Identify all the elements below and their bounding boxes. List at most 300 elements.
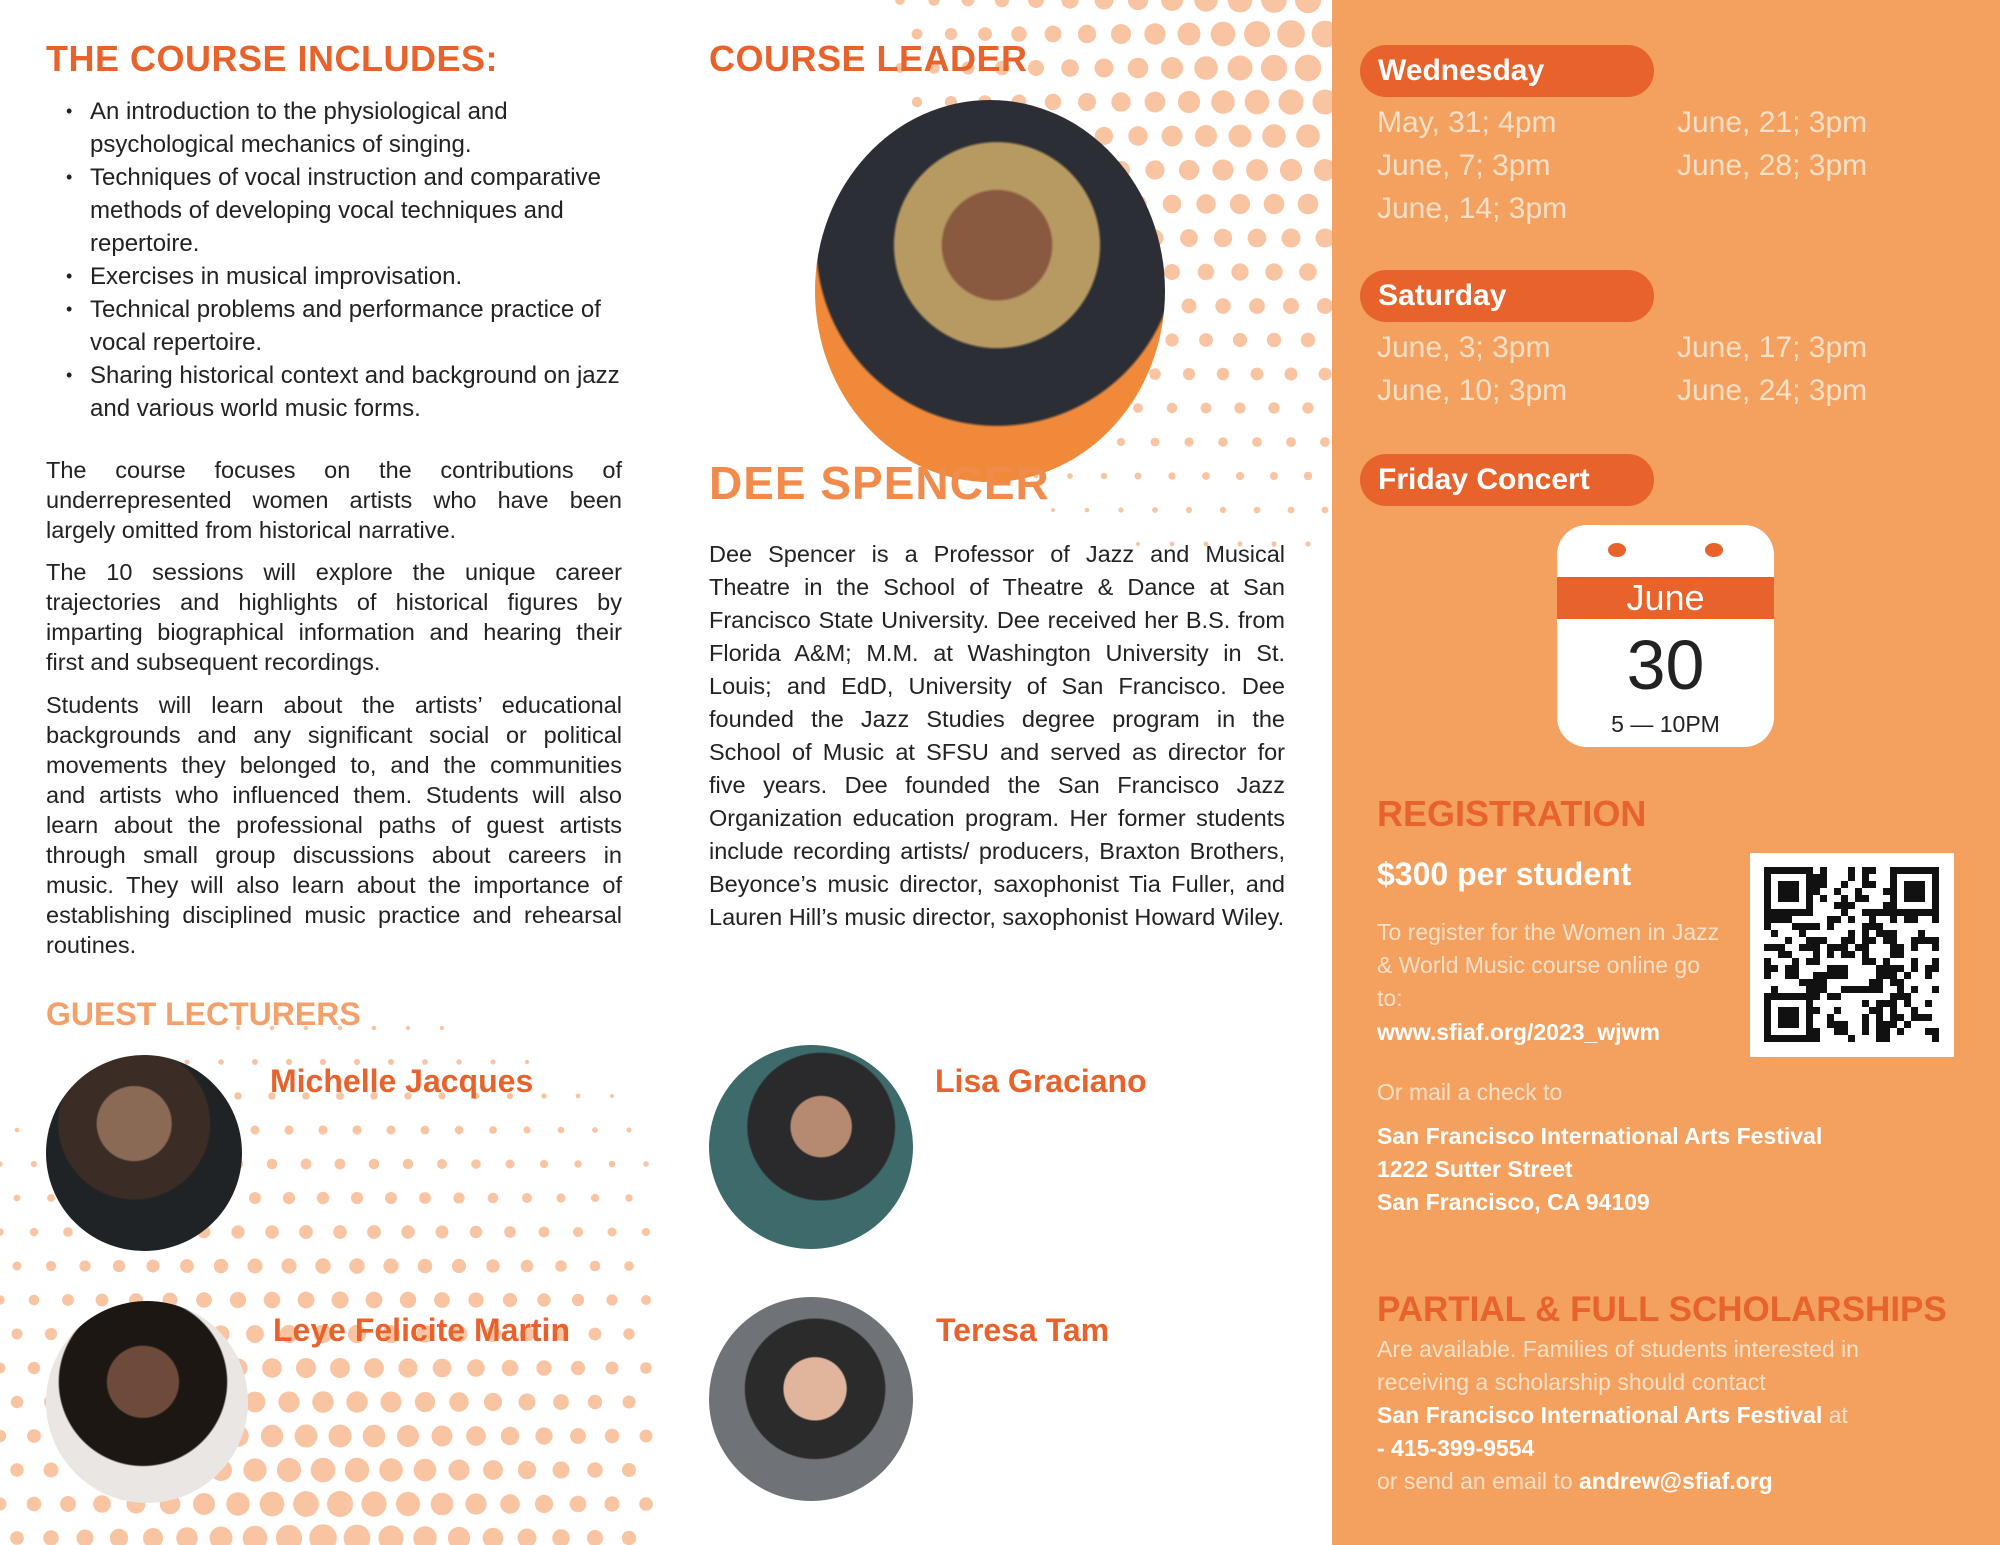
saturday-date: June, 3; 3pm [1377,331,1551,364]
qr-module [1813,944,1820,951]
qr-module [1806,1014,1813,1021]
halftone-dot [180,1259,194,1273]
qr-module [1834,916,1841,923]
halftone-dot [351,1192,363,1204]
halftone-dot [27,1429,41,1443]
wednesday-date: June, 7; 3pm [1377,149,1551,182]
halftone-dot [1167,403,1177,413]
halftone-dot [60,1496,76,1512]
qr-module [1932,1035,1939,1042]
list-item: • Techniques of vocal instruction and comparative methods of developing vocal techniques and repertoire. [62,161,632,260]
qr-module [1792,895,1799,902]
halftone-dot [1128,126,1147,145]
mail-check-text: Or mail a check to [1377,1079,1563,1105]
qr-module [1806,993,1813,1000]
qr-module [1932,867,1939,874]
list-item: • Sharing historical context and background on jazz and various world music forms. [62,359,632,425]
qr-module [1883,972,1890,979]
qr-module [1869,1007,1876,1014]
qr-module [1876,1028,1883,1035]
qr-module [1778,916,1785,923]
halftone-dot [606,1294,617,1305]
qr-module [1813,986,1820,993]
halftone-dot [246,1325,264,1343]
qr-module [1827,965,1834,972]
halftone-dot [574,1160,581,1167]
qr-module [1904,888,1911,895]
qr-module [1764,867,1771,874]
halftone-dot [1051,508,1055,512]
list-item: • An introduction to the physiological and psychological mechanics of singing. [62,95,632,161]
qr-module [1911,958,1918,965]
qr-module [1792,972,1799,979]
qr-module [1932,965,1939,972]
qr-module [1876,930,1883,937]
halftone-dot [471,1159,481,1169]
halftone-dot [535,1495,553,1513]
qr-module [1806,937,1813,944]
qr-module [1834,1007,1841,1014]
qr-module [1848,1035,1855,1042]
qr-module [1764,888,1771,895]
halftone-dot [1128,0,1148,10]
halftone-dot [1278,89,1303,114]
halftone-dot [1298,194,1319,215]
calendar-ring-icon [1608,543,1626,557]
halftone-dot [1045,94,1061,110]
halftone-dot [421,1126,430,1135]
qr-module [1890,944,1897,951]
qr-module [1932,895,1939,902]
qr-module [1890,1014,1897,1021]
halftone-dot [252,1059,258,1065]
qr-module [1841,1028,1848,1035]
qr-module [1890,979,1897,986]
halftone-dot [1228,56,1253,81]
qr-module [1771,867,1778,874]
qr-module [1806,888,1813,895]
qr-module [1869,937,1876,944]
wednesday-label: Wednesday [1360,45,1654,97]
halftone-dot [488,1193,499,1204]
qr-module [1764,1000,1771,1007]
qr-module [1848,874,1855,881]
qr-module [1911,1014,1918,1021]
halftone-dot [643,1161,649,1167]
halftone-dot [1288,507,1295,514]
qr-module [1918,909,1925,916]
qr-module [1778,867,1785,874]
halftone-dot [489,1126,497,1134]
halftone-dot [1261,55,1287,81]
qr-module [1883,1021,1890,1028]
lisa-graciano-photo [709,1045,913,1249]
halftone-dot [372,1026,377,1031]
qr-module [1792,1007,1799,1014]
list-item: • Technical problems and performance practice of vocal repertoire. [62,293,632,359]
halftone-dot [1165,333,1178,346]
halftone-dot [1305,541,1310,546]
qr-module [1862,1021,1869,1028]
halftone-dot [1295,55,1322,82]
friday-concert-label: Friday Concert [1360,454,1654,506]
halftone-dot [335,1159,346,1170]
qr-module [1785,1014,1792,1021]
guest-name-lisa-graciano: Lisa Graciano [935,1063,1147,1099]
scholarships-org: San Francisco International Arts Festival [1377,1402,1823,1428]
halftone-dot [1217,368,1230,381]
halftone-dot [77,1530,94,1545]
halftone-dot [1133,403,1143,413]
halftone-dot [414,1459,437,1482]
halftone-dot [1198,264,1215,281]
halftone-dot [1196,194,1215,213]
halftone-dot [1229,125,1252,148]
qr-module [1869,986,1876,993]
halftone-dot [383,1258,398,1273]
qr-module [1890,951,1897,958]
halftone-dot [1182,299,1197,314]
qr-module [1806,902,1813,909]
halftone-dot [277,1458,301,1482]
halftone-dot [1264,194,1285,215]
qr-module [1890,1021,1897,1028]
qr-module [1862,867,1869,874]
qr-module [1771,993,1778,1000]
halftone-dot [43,1530,58,1545]
halftone-dot [1301,333,1315,347]
qr-module [1862,986,1869,993]
halftone-dot [1194,56,1218,80]
qr-module [1820,881,1827,888]
qr-module [1862,1000,1869,1007]
qr-module [1883,1028,1890,1035]
halftone-dot [46,1261,56,1271]
halftone-dot [11,1396,23,1408]
qr-module [1813,923,1820,930]
halftone-dot [344,1525,371,1545]
qr-module [1841,986,1848,993]
qr-module [1834,972,1841,979]
qr-module [1862,881,1869,888]
halftone-dot [0,1430,6,1442]
qr-module [1827,972,1834,979]
halftone-dot [1151,438,1160,447]
halftone-dot [1236,472,1244,480]
halftone-dot [1085,508,1090,513]
halftone-dot [249,1192,261,1204]
qr-module [1841,895,1848,902]
halftone-dot [295,1425,318,1448]
qr-module [1778,881,1785,888]
halftone-dot [403,1159,413,1169]
qr-module [1918,888,1925,895]
qr-module [1813,1035,1820,1042]
address-line: San Francisco, CA 94109 [1377,1189,1650,1215]
halftone-dot [1211,90,1235,114]
qr-module [1897,944,1904,951]
qr-module [1820,986,1827,993]
halftone-dot [1117,438,1125,446]
scholarships-email[interactable]: andrew@sfiaf.org [1579,1468,1773,1494]
qr-module [1904,881,1911,888]
qr-module [1897,979,1904,986]
halftone-dot [230,1292,246,1308]
qr-module [1848,867,1855,874]
qr-module [1918,867,1925,874]
halftone-dot [361,1491,386,1516]
qr-module [1764,965,1771,972]
halftone-dot [502,1360,519,1377]
halftone-dot [592,1127,598,1133]
halftone-dot [1245,90,1270,115]
qr-module [1827,951,1834,958]
halftone-dot [311,1458,336,1483]
qr-module [1848,930,1855,937]
qr-module [1785,916,1792,923]
halftone-dot [1302,402,1313,413]
qr-module [1820,867,1827,874]
halftone-dot [352,1125,361,1134]
qr-module [1778,888,1785,895]
halftone-dot [623,1396,636,1409]
halftone-dot [1251,368,1264,381]
qr-module [1855,986,1862,993]
qr-module [1876,1021,1883,1028]
qr-module [1841,972,1848,979]
halftone-dot [346,1391,367,1412]
qr-module [1799,930,1806,937]
halftone-dot [519,1394,536,1411]
halftone-dot [610,1094,614,1098]
qr-module [1897,993,1904,1000]
qr-module [1932,909,1939,916]
qr-module [1855,895,1862,902]
halftone-dot [1282,229,1301,248]
halftone-dot [332,1292,349,1309]
qr-module [1785,895,1792,902]
halftone-dot [467,1359,485,1377]
halftone-dot [437,1159,447,1169]
qr-module [1785,972,1792,979]
halftone-dot [1319,368,1332,381]
qr-module [1932,944,1939,951]
halftone-dot [1295,0,1321,13]
halftone-dot [1249,298,1265,314]
qr-module [1806,874,1813,881]
course-focus-paragraph: The course focuses on the contributions of underrepresented women artists who have been largely omitted from historical narrative. [46,457,622,543]
halftone-dot [553,1394,569,1410]
qr-module [1841,881,1848,888]
qr-module [1813,958,1820,965]
halftone-dot [396,1492,420,1516]
halftone-dot [15,1128,20,1133]
qr-module [1862,937,1869,944]
halftone-dot [1028,0,1044,8]
qr-module [1883,902,1890,909]
halftone-dot [30,1228,39,1237]
qr-module [1890,993,1897,1000]
wednesday-date: May, 31; 4pm [1377,106,1557,139]
qr-module [1883,1000,1890,1007]
halftone-dot [329,1425,352,1448]
halftone-dot [1199,333,1213,347]
halftone-dot [196,1292,212,1308]
qr-module [1841,965,1848,972]
halftone-dot [1248,229,1267,248]
halftone-dot [912,97,922,107]
qr-module [1778,1007,1785,1014]
qr-module [1813,979,1820,986]
halftone-dot [317,1192,329,1204]
halftone-dot [381,1392,402,1413]
qr-module [1890,909,1897,916]
wednesday-date: June, 21; 3pm [1677,106,1868,139]
halftone-dot [556,1193,565,1202]
qr-module [1890,888,1897,895]
halftone-dot [1163,195,1182,214]
calendar-ring-icon [1705,543,1723,557]
qr-module [1806,895,1813,902]
halftone-dot [1118,507,1123,512]
qr-module [1792,1014,1799,1021]
scholarships-heading: PARTIAL & FULL SCHOLARSHIPS [1377,1290,1947,1329]
qr-module [1855,888,1862,895]
qr-module [1785,993,1792,1000]
qr-module [1925,867,1932,874]
qr-module [1813,937,1820,944]
qr-module [1932,888,1939,895]
halftone-dot [589,1328,602,1341]
qr-module [1764,993,1771,1000]
qr-module [1806,923,1813,930]
qr-module [1911,867,1918,874]
qr-module [1792,958,1799,965]
qr-module [1799,909,1806,916]
qr-module [1778,909,1785,916]
qr-module [1862,1014,1869,1021]
sessions-paragraph: The 10 sessions will explore the unique career trajectories and highlights of historical figures by imparting biographical information and hearing their first and subsequent recordings. [46,559,622,675]
halftone-dot [419,1192,431,1204]
qr-module [1764,1007,1771,1014]
halftone-dot [10,1463,23,1476]
halftone-dot [572,1294,584,1306]
qr-module [1911,965,1918,972]
qr-module [1778,1014,1785,1021]
qr-module [1848,986,1855,993]
qr-module [1827,944,1834,951]
qr-module [1904,993,1911,1000]
halftone-dot [267,1159,278,1170]
qr-module [1883,965,1890,972]
qr-module [1890,881,1897,888]
halftone-dot [623,1328,634,1339]
halftone-dot [608,1228,617,1237]
halftone-dot [251,1126,260,1135]
halftone-dot [14,1195,21,1202]
scholarships-phone[interactable]: - 415-399-9554 [1377,1435,1535,1461]
halftone-dot [500,1494,520,1514]
qr-module [1862,895,1869,902]
halftone-dot [28,1362,40,1374]
halftone-dot [1045,26,1062,43]
qr-module [1799,944,1806,951]
halftone-dot [1244,21,1270,47]
qr-module [1813,881,1820,888]
halftone-dot [434,1292,450,1308]
halftone-dot [1145,92,1166,113]
halftone-dot [1145,160,1164,179]
qr-module [1813,888,1820,895]
halftone-dot [570,1496,587,1513]
qr-module [1918,1014,1925,1021]
halftone-dot [606,1362,619,1375]
halftone-dot [363,1425,386,1448]
course-includes-heading: THE COURSE INCLUDES: [46,38,499,79]
halftone-dot [1028,60,1044,76]
qr-module [1869,979,1876,986]
halftone-dot [63,1227,73,1237]
qr-module [1785,867,1792,874]
halftone-dot [448,1527,470,1545]
qr-module [1855,944,1862,951]
halftone-dot [1233,333,1247,347]
halftone-dot [218,1059,224,1065]
qr-module [1890,1000,1897,1007]
teresa-tam-photo [709,1297,913,1501]
halftone-dot [27,1497,42,1512]
halftone-dot [262,1358,282,1378]
halftone-dot [1111,92,1130,111]
qr-module [1890,930,1897,937]
halftone-dot [1095,0,1114,10]
qr-module [1848,902,1855,909]
halftone-dot [327,1491,353,1517]
qr-module [1862,909,1869,916]
halftone-dot [369,1159,380,1170]
halftone-dot [518,1461,536,1479]
halftone-dot [928,0,939,6]
qr-module [1764,1028,1771,1035]
halftone-dot [640,1362,652,1374]
qr-module [1890,916,1897,923]
halftone-dot [1230,194,1250,214]
halftone-dot [413,1526,437,1545]
qr-module [1848,937,1855,944]
saturday-date: June, 24; 3pm [1677,374,1868,407]
halftone-dot [504,1226,516,1238]
halftone-dot [110,1529,128,1545]
halftone-dot [622,1531,636,1545]
registration-qr-code[interactable] [1750,853,1954,1057]
qr-module [1904,916,1911,923]
halftone-dot [1231,263,1248,280]
registration-url[interactable]: www.sfiaf.org/2023_wjwm [1377,1019,1660,1045]
halftone-dot [1144,23,1165,44]
qr-module [1869,881,1876,888]
qr-module [1806,944,1813,951]
halftone-dot [248,1259,263,1274]
qr-module [1806,1007,1813,1014]
qr-module [1841,902,1848,909]
saturday-date: June, 10; 3pm [1377,374,1568,407]
qr-module [1911,937,1918,944]
halftone-dot [591,1194,599,1202]
leader-name: DEE SPENCER [709,457,1050,509]
halftone-dot [301,1159,312,1170]
qr-module [1848,951,1855,958]
address-line: 1222 Sutter Street [1377,1156,1573,1182]
